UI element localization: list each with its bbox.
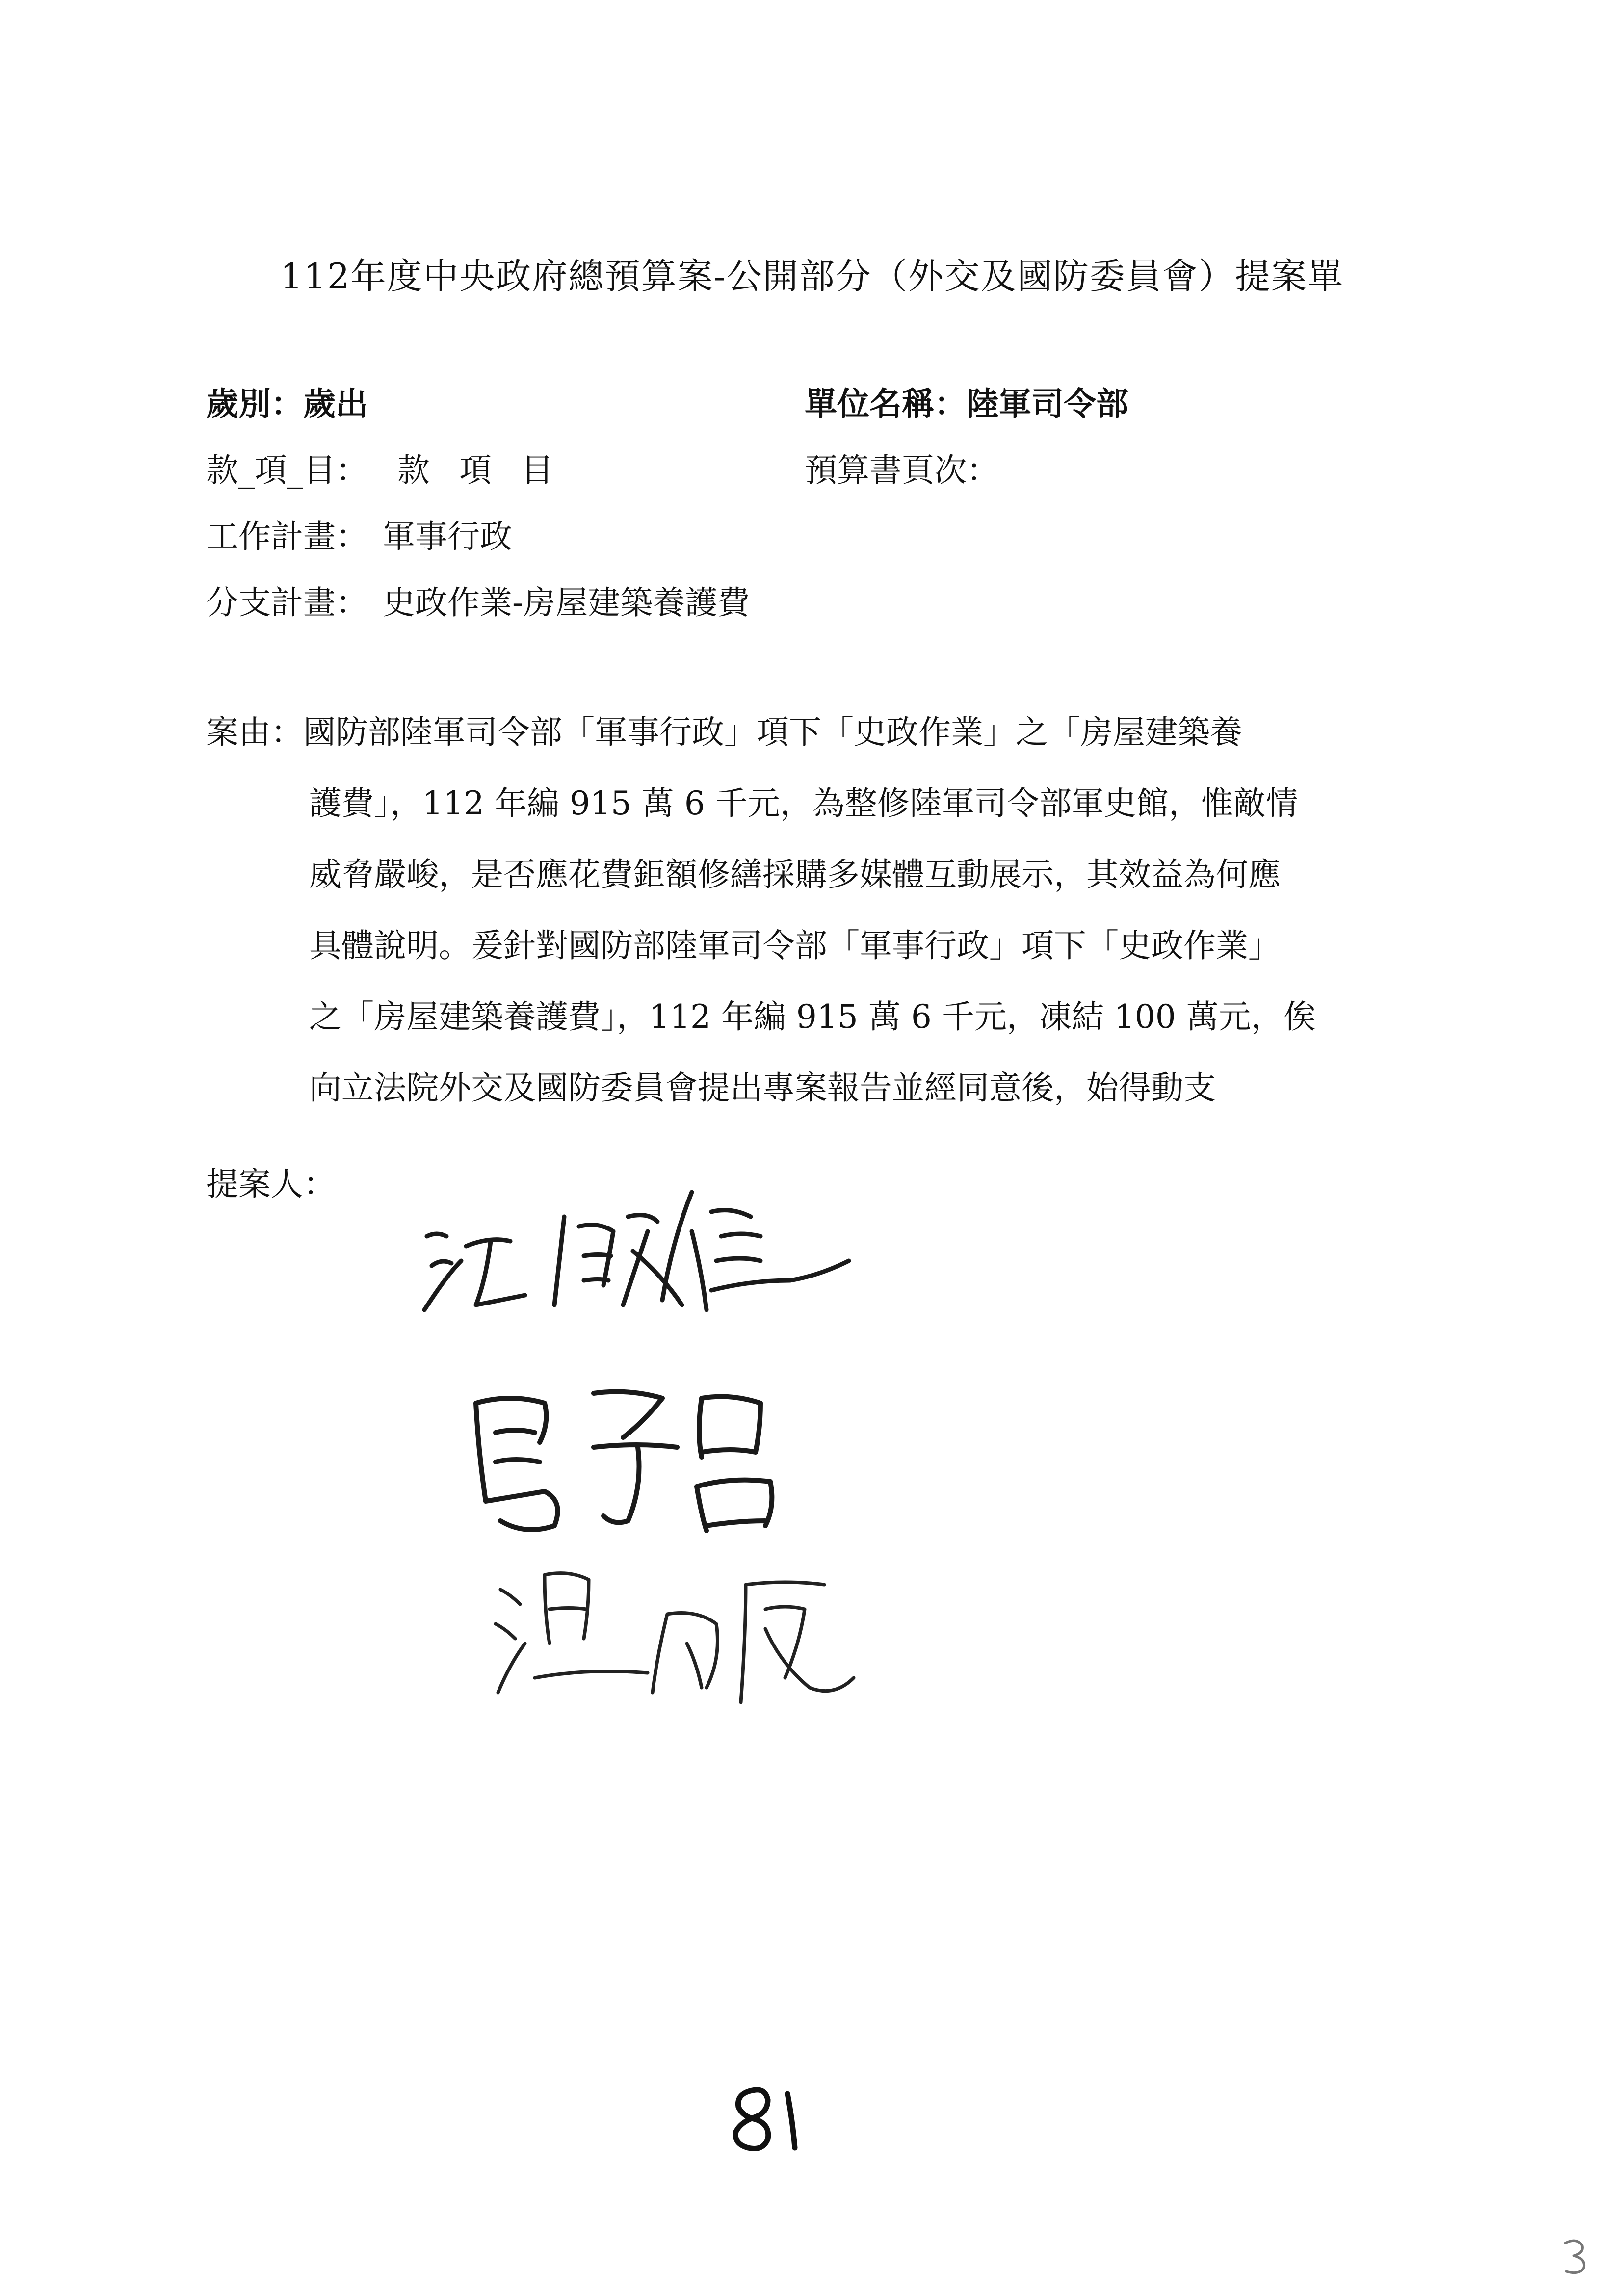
work-plan-label: 工作計畫： <box>206 518 368 555</box>
sub-plan-label: 分支計畫： <box>206 584 368 622</box>
case-line-2: 護費」，112 年編 915 萬 6 千元，為整修陸軍司令部軍史館，惟敵情 <box>309 784 1298 822</box>
unit-name-label: 單位名稱： <box>805 385 967 423</box>
sub-plan-field <box>206 576 750 623</box>
case-line-4: 具體說明。爰針對國防部陸軍司令部「軍事行政」項下「史政作業」 <box>309 927 1281 965</box>
corner-page-mark <box>1560 2237 1590 2278</box>
signature-2 <box>466 1374 810 1540</box>
sub-plan-value: 史政作業-房屋建築養護費 <box>383 584 750 622</box>
signature-3 <box>491 1555 864 1717</box>
budget-type-value: 歲出 <box>303 385 368 423</box>
case-line-3: 威脅嚴峻，是否應花費鉅額修繕採購多媒體互動展示，其效益為何應 <box>309 856 1281 893</box>
budget-page-field <box>805 444 999 491</box>
unit-name-value: 陸軍司令部 <box>967 385 1128 423</box>
case-section <box>206 697 1462 1123</box>
item-label: 款_項_目： <box>206 451 368 489</box>
case-paragraph <box>206 697 1462 1123</box>
item-value: 款項目 <box>397 451 583 489</box>
budget-type-field <box>206 378 368 424</box>
work-plan-field <box>206 510 512 557</box>
budget-page-label: 預算書頁次： <box>805 451 999 489</box>
case-line-1: 國防部陸軍司令部「軍事行政」項下「史政作業」之「房屋建築養 <box>303 713 1242 751</box>
unit-name-field <box>805 378 1128 424</box>
proposer-label: 提案人： <box>206 1165 336 1203</box>
handwritten-page-number <box>726 2085 810 2156</box>
work-plan-value: 軍事行政 <box>383 518 512 555</box>
item-field <box>206 444 583 491</box>
signature-1 <box>417 1163 859 1325</box>
case-line-6: 向立法院外交及國防委員會提出專案報告並經同意後，始得動支 <box>309 1069 1216 1107</box>
document-title: 112年度中央政府總預算案-公開部分（外交及國防委員會）提案單 <box>280 256 1344 297</box>
case-label: 案由： <box>206 713 303 751</box>
case-line-5: 之「房屋建築養護費」，112 年編 915 萬 6 千元，凍結 100 萬元，俟 <box>309 998 1316 1036</box>
budget-type-label: 歲別： <box>206 385 303 423</box>
